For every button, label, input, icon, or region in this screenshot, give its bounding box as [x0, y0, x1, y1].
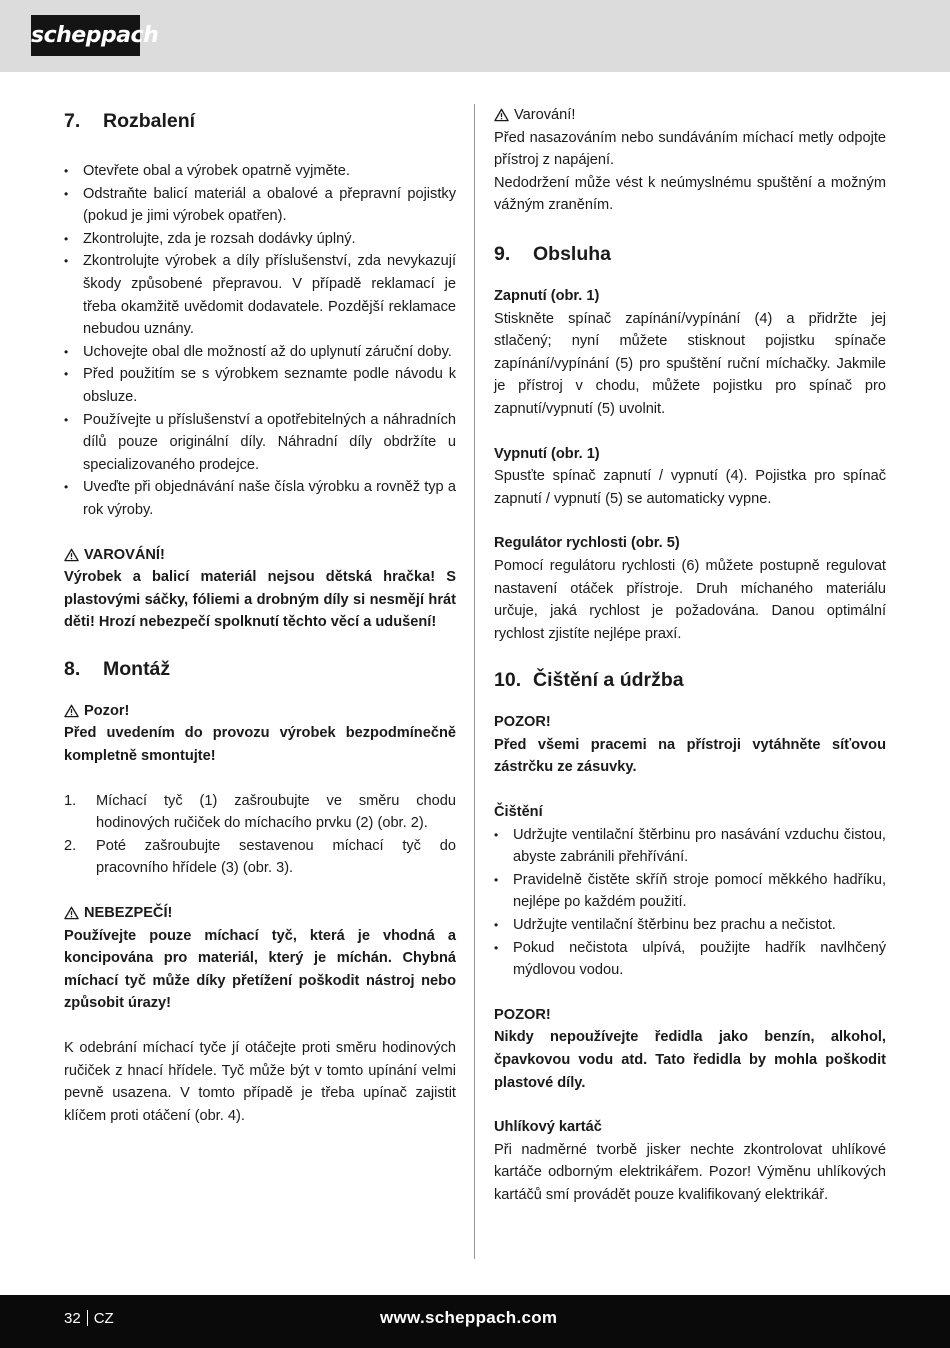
list-item: • Uveďte při objednávání naše čísla výrobku a rovněž typ a rok výroby.: [64, 476, 456, 521]
caution-label: POZOR!: [494, 1006, 551, 1023]
speed-regulator-block: [494, 532, 886, 645]
warning-block: [64, 544, 456, 634]
caution-block: [494, 1004, 886, 1094]
section-number: 10.: [494, 669, 522, 692]
warning-triangle-icon: [64, 704, 79, 718]
section-10-title: [494, 667, 886, 693]
step-item: [64, 835, 456, 880]
list-item: • Uchovejte obal dle možností až do uplynutí záruční doby.: [64, 341, 456, 364]
warning-triangle-icon: [64, 548, 79, 562]
caution-text: Před všemi pracemi na přístroji vytáhněte síťovou zástrčku ze zásuvky.: [494, 736, 886, 776]
subheading: Zapnutí (obr. 1): [494, 287, 600, 304]
subheading: Čištění: [494, 804, 543, 821]
right-column: [494, 104, 886, 1207]
subheading: Vypnutí (obr. 1): [494, 445, 600, 462]
removal-paragraph: K odebrání míchací tyče jí otáčejte proti směru hodinových ručiček z hnací hřídele. Tyč může být v tomto upínání velmi pevně usazena. V tomto případě je třeba upínač zajistit klíčem proti otáčení (obr. 4).: [64, 1040, 456, 1124]
page-info: [64, 1310, 114, 1327]
list-item: • Otevřete obal a výrobek opatrně vyjměte.: [64, 160, 456, 183]
warning-text: Výrobek a balicí materiál nejsou dětská hračka! S plastovými sáčky, fóliemi a drobným díly si nesmějí hrát děti! Hrozí nebezpečí spolknutí těchto věcí a udušení!: [64, 569, 456, 631]
cleaning-list: [494, 824, 886, 982]
section-number: 9.: [494, 242, 511, 265]
section-9-title: [494, 241, 886, 267]
assembly-steps: [64, 790, 456, 880]
caution-heading: [64, 700, 456, 723]
list-item: • Udržujte ventilační štěrbinu pro nasávání vzduchu čistou, abyste zabránili přehřívání.: [494, 824, 886, 869]
cleaning-block: [494, 801, 886, 982]
divider: [87, 1310, 88, 1326]
switch-on-block: [494, 285, 886, 421]
carbon-brush-block: [494, 1116, 886, 1206]
danger-text: Používejte pouze míchací tyč, která je vhodná a koncipována pro materiál, který je míchán. Chybná míchací tyč může díky přetížení poškodit nástroj nebo způsobit úrazy!: [64, 927, 456, 1012]
brand-logo: scheppach: [31, 15, 140, 56]
warning-text: Před nasazováním nebo sundáváním míchací metly odpojte přístroj z napájení.: [494, 129, 886, 169]
switch-off-block: [494, 443, 886, 511]
header-band: [0, 0, 950, 72]
language-code: CZ: [93, 1310, 114, 1327]
footer-bar: [0, 1295, 950, 1348]
list-item: • Zkontrolujte, zda je rozsah dodávky úplný.: [64, 228, 456, 251]
danger-label: NEBEZPEČÍ!: [84, 905, 173, 922]
column-divider: [474, 104, 475, 1259]
section-heading: Rozbalení: [103, 110, 196, 132]
warning-heading: [64, 544, 456, 567]
paragraph: Stiskněte spínač zapínání/vypínání (4) a přidržte jej stlačený; nyní můžete stisknout pojistku spínače zapínání/vypínání (5) pro spuštění ruční míchačky. Jakmile je přístroj v chodu, můžete pojistku pro spínač pro zapnutí/vypnutí (5) uvolnit.: [494, 310, 886, 417]
subheading: Uhlíkový kartáč: [494, 1119, 602, 1136]
caution-block: [494, 711, 886, 779]
list-item: • Před použitím se s výrobkem seznamte podle návodu k obsluze.: [64, 363, 456, 408]
list-item: • Udržujte ventilační štěrbinu bez prachu a nečistot.: [494, 914, 886, 937]
warning-heading: [494, 104, 886, 127]
page-number: 32: [64, 1310, 81, 1327]
section-8-title: [64, 656, 456, 682]
paragraph: Při nadměrné tvorbě jisker nechte zkontrolovat uhlíkové kartáče odborným elektrikářem. Pozor! Výměnu uhlíkových kartáčů smí provádět pouze kvalifikovaný elektrikář.: [494, 1141, 886, 1203]
section-heading: Čištění a údržba: [533, 669, 684, 692]
list-item: • Používejte u příslušenství a opotřebitelných a náhradních dílů pouze originální díly. Náhradní díly obdržíte u specializovaného prodejce.: [64, 409, 456, 477]
unpacking-list: [64, 160, 456, 522]
warning-text: Nedodržení může vést k neúmyslnému spuštění a možným vážným zraněním.: [494, 174, 886, 214]
left-column: [64, 104, 456, 1127]
warning-label: Varování!: [514, 107, 576, 123]
list-item: • Pokud nečistota ulpívá, použijte hadřík navlhčený mýdlovou vodou.: [494, 937, 886, 982]
caution-label: Pozor!: [84, 702, 130, 719]
caution-text: Nikdy nepoužívejte ředidla jako benzín, alkohol, čpavkovou vodu atd. Tato ředidla by mohla poškodit plastové díly.: [494, 1029, 886, 1091]
danger-heading: [64, 902, 456, 925]
paragraph: Spusťte spínač zapnutí / vypnutí (4). Pojistka pro spínač zapnutí / vypnutí (5) se automaticky vypne.: [494, 468, 886, 507]
warning-label: VAROVÁNÍ!: [84, 546, 165, 563]
section-number: 7.: [64, 110, 81, 132]
step-number: 2.: [64, 837, 77, 854]
warning-triangle-icon: [494, 108, 509, 122]
subheading: Regulátor rychlosti (obr. 5): [494, 535, 680, 552]
step-text: Míchací tyč (1) zašroubujte ve směru chodu hodinových ručiček do míchacího prvku (2) (obr. 2).: [96, 792, 456, 832]
caution-label: POZOR!: [494, 714, 551, 731]
danger-block: [64, 902, 456, 1015]
list-item: • Odstraňte balicí materiál a obalové a přepravní pojistky (pokud je jimi výrobek opatřen).: [64, 183, 456, 228]
section-7-title: [64, 108, 456, 134]
section-heading: Obsluha: [533, 242, 612, 265]
step-item: [64, 790, 456, 835]
website-link[interactable]: www.scheppach.com: [380, 1308, 558, 1327]
step-text: Poté zašroubujte sestavenou míchací tyč do pracovního hřídele (3) (obr. 3).: [96, 837, 456, 877]
warning-block: [494, 104, 886, 217]
paragraph: Pomocí regulátoru rychlosti (6) můžete postupně regulovat nastavení otáček přístroje. Druh míchaného materiálu určuje, jaká rychlost je požadována. Danou optimální rychlost zjistíte nejlépe praxí.: [494, 557, 886, 642]
list-item: • Zkontrolujte výrobek a díly příslušenství, zda nevykazují škody způsobené přepravou. V případě reklamací je třeba okamžitě uvědomit dodavatele. Pozdější reklamace nebudou uznány.: [64, 250, 456, 340]
section-heading: Montáž: [103, 657, 171, 680]
section-number: 8.: [64, 657, 81, 680]
caution-text: Před uvedením do provozu výrobek bezpodmínečně kompletně smontujte!: [64, 725, 456, 765]
list-item: • Pravidelně čistěte skříň stroje pomocí měkkého hadříku, nejlépe po každém použití.: [494, 869, 886, 914]
warning-triangle-icon: [64, 906, 79, 920]
step-number: 1.: [64, 792, 77, 809]
caution-block: [64, 700, 456, 768]
